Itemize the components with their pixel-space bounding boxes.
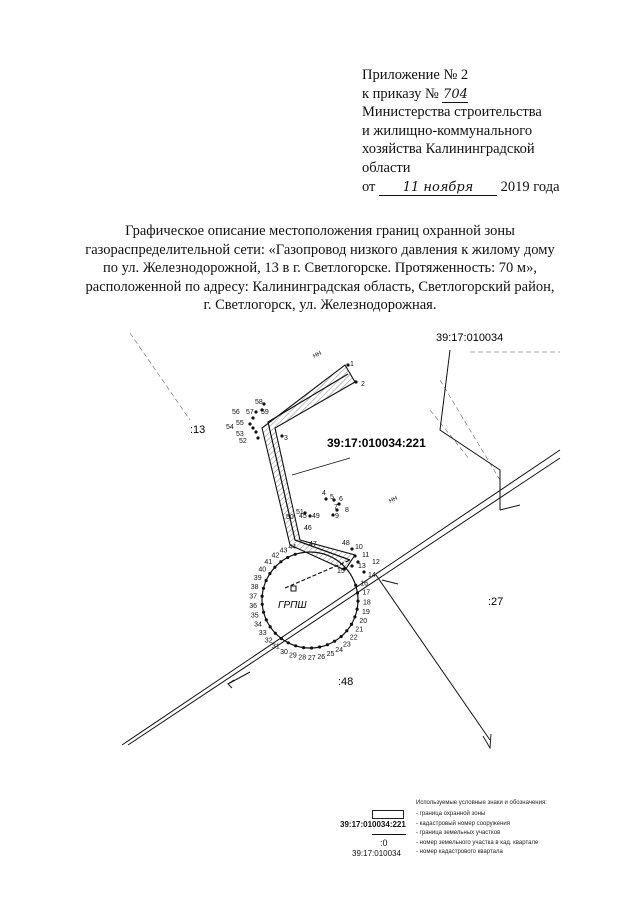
appendix-line-6: области: [362, 159, 411, 176]
point-label-57: 57: [246, 409, 254, 416]
parcel-13-label: :13: [190, 424, 206, 436]
point-label-8: 8: [345, 507, 349, 514]
circle-point-label: 16: [360, 580, 368, 588]
point-label-1: 1: [350, 361, 354, 368]
circle-point: [273, 566, 276, 569]
point-label-12: 12: [372, 559, 380, 566]
circle-point: [269, 625, 272, 628]
circle-point-label: 29: [289, 652, 297, 660]
circle-point-label: 40: [258, 566, 267, 574]
circle-point-label: 32: [264, 637, 273, 645]
point-label-59: 59: [261, 409, 269, 416]
point-label-49: 49: [312, 513, 320, 520]
point-label-15: 15: [337, 568, 345, 575]
circle-point-label: 35: [250, 612, 259, 620]
point-label-54: 54: [226, 424, 234, 431]
legend-structure-sample: 39:17:010034:221: [340, 820, 406, 829]
point-label-9: 9: [335, 513, 339, 520]
legend-title: Используемые условные знаки и обозначения:: [416, 800, 547, 806]
structure-leader-line: [292, 458, 350, 475]
point-label-2: 2: [361, 381, 365, 388]
title-line-2: газораспределительной сети: «Газопровод низкого давления к жилому дому: [85, 241, 555, 258]
order-number-handwritten: 704: [443, 86, 468, 102]
point-label-6: 6: [339, 496, 343, 503]
circle-point-label: 23: [343, 641, 351, 649]
circle-point-label: 21: [355, 626, 364, 634]
legend-item-boundary: - граница земельных участков: [416, 830, 501, 836]
nn-label-top: НН: [312, 350, 323, 360]
circle-point: [262, 611, 265, 614]
circle-point: [294, 553, 297, 556]
circle-point-label: 36: [249, 603, 257, 611]
appendix-order-prefix: к приказу №: [362, 85, 439, 102]
appendix-line-3: Министерства строительства: [362, 104, 542, 121]
legend-boundary-line: [372, 834, 406, 835]
appendix-date-suffix: 2019 года: [500, 178, 560, 195]
grpsh-symbol-icon: [291, 586, 296, 591]
quarter-number-label: 39:17:010034: [436, 332, 504, 344]
point-label-10: 10: [355, 544, 363, 551]
point-label-53: 53: [236, 431, 244, 438]
parcel-48-label: :48: [338, 676, 354, 688]
point-label-46: 46: [304, 525, 312, 532]
legend-parcel-sample: :0: [380, 838, 388, 848]
circle-point: [274, 632, 277, 635]
circle-point: [280, 637, 283, 640]
point-label-51: 51: [296, 509, 304, 516]
point-label-45: 45: [299, 513, 307, 520]
circle-point-label: 37: [249, 593, 257, 601]
point-label-7: 7: [334, 504, 338, 511]
legend-zone-swatch: [372, 810, 404, 819]
grpsh-label: ГРПШ: [278, 600, 307, 611]
point-label-48: 48: [342, 540, 350, 547]
circle-point-label: 44: [288, 543, 297, 551]
appendix-date-prefix: от: [362, 178, 376, 195]
circle-point: [262, 587, 265, 590]
circle-point-label: 24: [335, 646, 343, 654]
legend-item-structure: - кадастровый номер сооружения: [416, 821, 510, 827]
circle-point: [326, 643, 329, 646]
nn-label-right: НН: [388, 495, 399, 505]
point-label-50: 50: [286, 514, 294, 521]
legend: [318, 800, 598, 866]
title-line-3: по ул. Железнодорожной, 13 в г. Светлогорске. Протяженность: 70 м»,: [103, 260, 537, 277]
circle-point: [333, 640, 336, 643]
circle-point-label: 19: [362, 608, 370, 616]
circle-point: [265, 618, 268, 621]
circle-point-label: 25: [326, 651, 335, 659]
circle-point: [356, 608, 359, 611]
title-line-5: г. Светлогорск, ул. Железнодорожная.: [203, 297, 437, 314]
point-label-55: 55: [236, 420, 244, 427]
circle-point: [318, 645, 321, 648]
legend-item-parcel: - номер земельного участка в кад. квартале: [416, 840, 539, 846]
circle-point: [265, 579, 268, 582]
circle-point-label: 41: [264, 559, 273, 567]
circle-point: [294, 644, 297, 647]
circle-point: [268, 572, 271, 575]
legend-item-zone: - граница охранной зоны: [416, 811, 486, 817]
point-label-47: 47: [309, 541, 317, 548]
circle-point: [356, 591, 359, 594]
legend-item-quarter: - номер кадастрового квартала: [416, 849, 503, 855]
circle-point-label: 17: [362, 589, 371, 597]
point-label-4: 4: [322, 490, 326, 497]
title-line-1: Графическое описание местоположения границ охранной зоны: [125, 223, 515, 239]
circle-point: [261, 603, 264, 606]
circle-point: [354, 584, 357, 587]
circle-point: [345, 629, 348, 632]
circle-point-label: 30: [280, 648, 288, 656]
circle-point-label: 43: [279, 547, 288, 555]
circle-point-label: 42: [271, 552, 280, 560]
dashed-lines: [130, 333, 560, 480]
circle-point-label: 28: [298, 654, 307, 662]
circle-point-labels: [249, 544, 371, 662]
appendix-line-5: хозяйства Калининградской: [362, 141, 535, 158]
circle-point-label: 27: [307, 655, 316, 662]
point-label-52: 52: [239, 438, 247, 445]
circle-point-label: 39: [253, 575, 262, 582]
circle-point-label: 26: [317, 653, 326, 661]
circle-point-label: 33: [258, 629, 267, 637]
circle-point-label: 38: [250, 584, 259, 592]
circle-point: [261, 595, 264, 598]
parcel-27-label: :27: [488, 596, 504, 608]
point-label-3: 3: [284, 435, 288, 442]
circle-point-label: 20: [359, 618, 368, 625]
legend-quarter-sample: 39:17:010034: [352, 849, 401, 858]
circle-point: [302, 646, 305, 649]
point-label-58: 58: [255, 399, 263, 406]
circle-point-label: 18: [363, 599, 371, 607]
point-label-11: 11: [362, 552, 370, 559]
circle-point: [340, 635, 343, 638]
circle-point: [279, 560, 282, 563]
point-label-13: 13: [358, 563, 366, 570]
point-label-5: 5: [330, 494, 334, 501]
structure-number-label: 39:17:010034:221: [327, 436, 426, 450]
circle-point: [287, 641, 290, 644]
point-label-56: 56: [232, 409, 240, 416]
date-handwritten: 11 ноября: [379, 181, 497, 196]
circle-point-label: 31: [272, 643, 280, 651]
circle-point: [310, 646, 313, 649]
circle-point: [356, 600, 359, 603]
circle-point-label: 22: [349, 634, 358, 642]
point-label-14: 14: [368, 572, 376, 579]
circle-point: [286, 556, 289, 559]
title-line-4: расположенной по адресу: Калининградская область, Светлогорский район,: [85, 278, 555, 295]
circle-point: [350, 623, 353, 626]
appendix-line-1: Приложение № 2: [362, 67, 469, 83]
appendix-line-4: и жилищно-коммунального: [362, 122, 533, 139]
circle-point: [353, 615, 356, 618]
circle-point-label: 34: [254, 621, 262, 629]
